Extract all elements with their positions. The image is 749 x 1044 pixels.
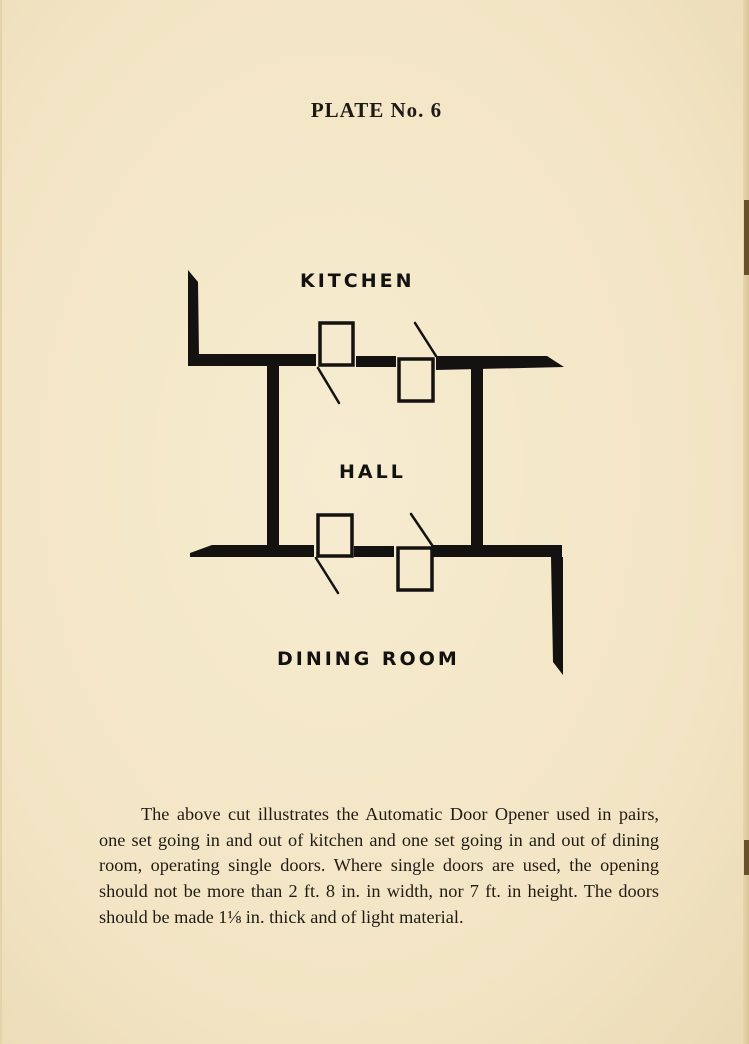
door-opener-dining-2 [398,548,432,590]
door-opener-dining-1 [318,515,352,556]
wall-dining-left-segment [190,545,314,557]
door-swing-dining-1 [316,558,338,593]
wall-dining-right-vertical [551,557,563,675]
door-swing-dining-2 [411,514,434,548]
door-opener-kitchen-1 [320,323,353,365]
wall-kitchen-left-segment [188,354,316,366]
wall-hall-left [267,366,279,550]
plate-title: PLATE No. 6 [310,98,443,122]
wall-kitchen-right-segment [436,356,564,370]
wall-dining-right-segment [432,545,562,557]
caption [99,802,659,931]
wall-dining-mid-segment [354,546,394,557]
label-kitchen: KITCHEN [300,270,415,292]
door-opener-kitchen-2 [399,359,433,401]
label-dining-room: DINING ROOM [277,648,460,670]
caption-text: The above cut illustrates the Automatic Door Opener used in pairs, one set going in and out of kitchen and one set going in and out of dining room, operating single doors. Where single doors are used, the opening should not be more than 2 ft. 8 in. in width, nor 7 ft. in height. The doors should be made 1⅛ in. thick and of light material. [99,804,659,927]
wall-kitchen-left-vertical [188,270,199,366]
wall-hall-right [471,367,483,548]
label-hall: HALL [339,461,406,483]
door-swing-kitchen-2 [415,323,436,356]
door-swing-kitchen-1 [318,368,339,403]
wall-kitchen-mid-segment [356,356,396,367]
